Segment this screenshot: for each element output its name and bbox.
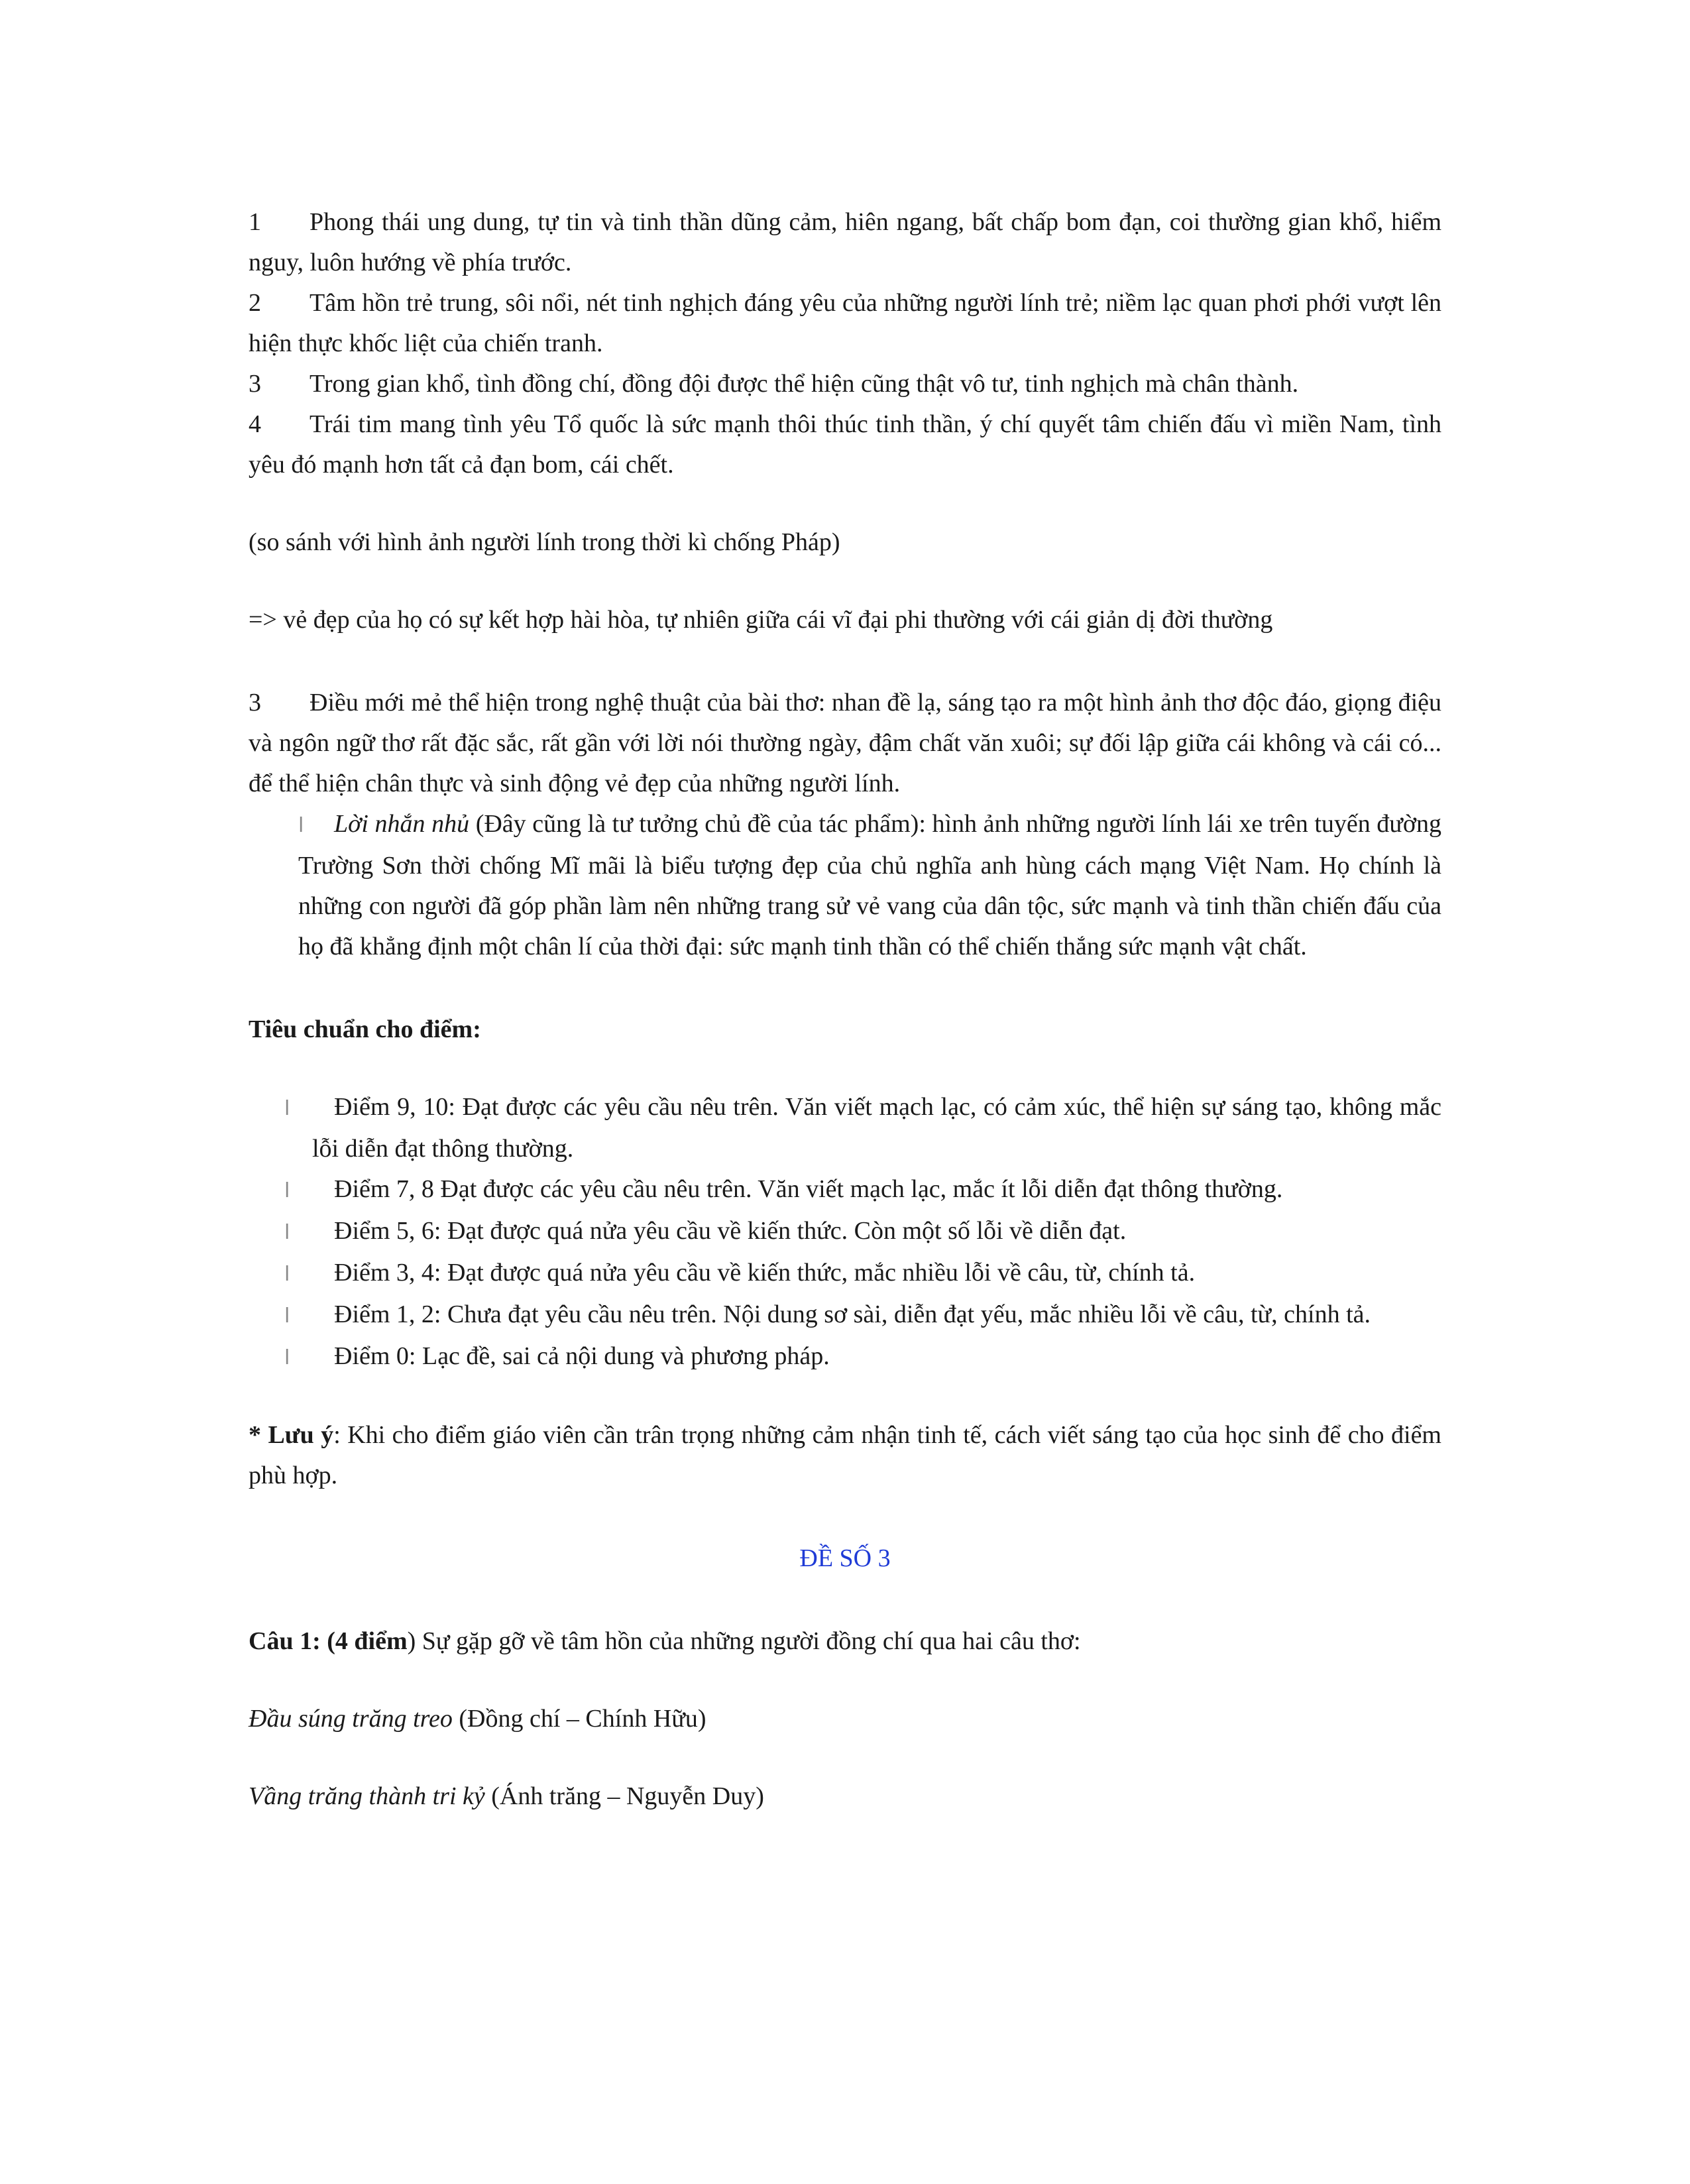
bullet-marker: l	[284, 1346, 290, 1369]
note-text: : Khi cho điểm giáo viên cần trân trọng những cảm nhận tinh tế, cách viết sáng tạo của học sinh để cho điểm phù hợp.	[249, 1421, 1441, 1489]
point-text: Trái tim mang tình yêu Tổ quốc là sức mạnh thôi thúc tinh thần, ý chí quyết tâm chiến đấu vì miền Nam, tình yêu đó mạnh hơn tất cả đạn bom, cái chết.	[249, 410, 1441, 479]
conclusion: => vẻ đẹp của họ có sự kết hợp hài hòa, tự nhiên giữa cái vĩ đại phi thường với cái giản dị đời thường	[249, 606, 1273, 634]
document-page	[249, 202, 1441, 1817]
compare-note: (so sánh với hình ảnh người lính trong thời kì chống Pháp)	[249, 528, 840, 556]
criteria-item	[284, 1336, 1441, 1378]
criteria-text: Điểm 3, 4: Đạt được quá nửa yêu cầu về kiến thức, mắc nhiều lỗi về câu, từ, chính tả.	[334, 1259, 1196, 1287]
bullet-marker: l	[284, 1221, 290, 1244]
point-1	[249, 202, 1441, 283]
message-text: (Đây cũng là tư tưởng chủ đề của tác phẩm): hình ảnh những người lính lái xe trên tuyến đường Trường Sơn thời chống Mĩ mãi là biểu tượng đẹp của chủ nghĩa anh hùng cách mạng Việt Nam. Họ chính là những con người đã góp phần làm nên những trang sử vẻ vang của dân tộc, sức mạnh và tinh thần chiến đấu của họ đã khẳng định một chân lí của thời đại: sức mạnh tinh thần có thể chiến thắng sức mạnh vật chất.	[298, 810, 1441, 960]
verse-source: (Đồng chí – Chính Hữu)	[452, 1705, 706, 1733]
message-paragraph	[298, 804, 1441, 967]
criteria-text: Điểm 7, 8 Đạt được các yêu cầu nêu trên. Văn viết mạch lạc, mắc ít lỗi diễn đạt thông thường.	[334, 1175, 1283, 1203]
point-number: 3	[249, 370, 261, 398]
art-point	[249, 683, 1441, 804]
note-label: * Lưu ý	[249, 1421, 334, 1449]
point-number: 3	[249, 689, 261, 717]
point-number: 1	[249, 208, 261, 236]
criteria-item	[284, 1087, 1441, 1169]
question-1	[249, 1621, 1441, 1662]
verse-source: (Ánh trăng – Nguyễn Duy)	[484, 1782, 764, 1810]
criteria-text: Điểm 0: Lạc đề, sai cả nội dung và phương pháp.	[334, 1342, 830, 1370]
bullet-marker: l	[284, 1304, 290, 1328]
point-4	[249, 404, 1441, 485]
point-text: Trong gian khổ, tình đồng chí, đồng đội được thể hiện cũng thật vô tư, tinh nghịch mà chân thành.	[310, 370, 1299, 398]
question-text: ) Sự gặp gỡ về tâm hồn của những người đồng chí qua hai câu thơ:	[407, 1627, 1081, 1655]
point-text: Điều mới mẻ thể hiện trong nghệ thuật của bài thơ: nhan đề lạ, sáng tạo ra một hình ảnh thơ độc đáo, giọng điệu và ngôn ngữ thơ rất đặc sắc, rất gần với lời nói thường ngày, đậm chất văn xuôi; sự đối lập giữa cái không và cái có... để thể hiện chân thực và sinh động vẻ đẹp của những người lính.	[249, 689, 1441, 797]
bullet-marker: l	[284, 1179, 290, 1202]
bullet-marker: l	[298, 814, 304, 837]
exam-heading: ĐỀ SỐ 3	[799, 1544, 891, 1572]
point-2	[249, 283, 1441, 364]
verse-line: Đầu súng trăng treo	[249, 1705, 453, 1733]
point-text: Tâm hồn trẻ trung, sôi nổi, nét tinh nghịch đáng yêu của những người lính trẻ; niềm lạc quan phơi phới vượt lên hiện thực khốc liệt của chiến tranh.	[249, 289, 1441, 357]
criteria-item	[284, 1169, 1441, 1211]
bullet-marker: l	[284, 1263, 290, 1286]
criteria-item	[284, 1253, 1441, 1294]
criteria-item	[284, 1294, 1441, 1336]
criteria-text: Điểm 1, 2: Chưa đạt yêu cầu nêu trên. Nội dung sơ sài, diễn đạt yếu, mắc nhiều lỗi về câu, từ, chính tả.	[334, 1300, 1371, 1328]
bullet-marker: l	[284, 1097, 290, 1120]
message-label: Lời nhắn nhủ	[334, 810, 470, 838]
criteria-text: Điểm 9, 10: Đạt được các yêu cầu nêu trên. Văn viết mạch lạc, có cảm xúc, thể hiện sự sáng tạo, không mắc lỗi diễn đạt thông thường.	[312, 1093, 1441, 1163]
verse-2	[249, 1776, 1441, 1817]
verse-line: Vầng trăng thành tri kỷ	[249, 1782, 485, 1810]
point-3	[249, 364, 1441, 404]
grading-note	[249, 1415, 1441, 1496]
criteria-item	[284, 1211, 1441, 1253]
question-label: Câu 1: (4 điểm	[249, 1627, 408, 1655]
point-text: Phong thái ung dung, tự tin và tinh thần dũng cảm, hiên ngang, bất chấp bom đạn, coi thường gian khổ, hiểm nguy, luôn hướng về phía trước.	[249, 208, 1441, 276]
verse-1	[249, 1699, 1441, 1739]
criteria-text: Điểm 5, 6: Đạt được quá nửa yêu cầu về kiến thức. Còn một số lỗi về diễn đạt.	[334, 1217, 1127, 1245]
criteria-title: Tiêu chuẩn cho điểm:	[249, 1015, 481, 1043]
point-number: 2	[249, 289, 261, 317]
point-number: 4	[249, 410, 261, 438]
